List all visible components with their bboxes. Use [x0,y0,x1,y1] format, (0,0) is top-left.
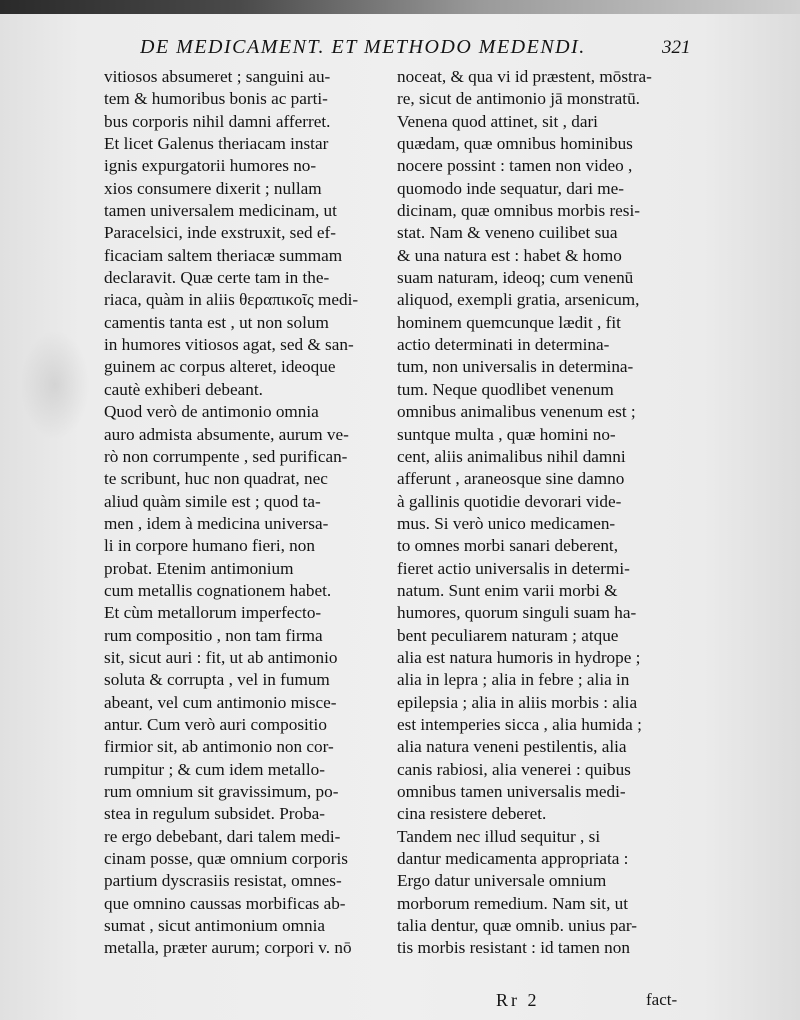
text-line: actio determinati in determina- [397,335,610,355]
text-line: Paracelsici, inde exstruxit, sed ef- [104,223,336,243]
text-line: partium dyscrasiis resistat, omnes- [104,871,342,891]
text-line: cinam posse, quæ omnium corporis [104,849,348,869]
text-line: alia natura veneni pestilentis, alia [397,737,627,757]
text-line: est intemperies sicca , alia humida ; [397,714,642,734]
text-line: to omnes morbi sanari deberent, [397,536,618,556]
text-line: tum. Neque quodlibet venenum [397,379,614,399]
text-line: rum compositio , non tam firma [104,625,323,645]
right-text-column [397,66,702,960]
text-line: fieret actio universalis in determi- [397,558,630,578]
text-line: hominem quemcunque lædit , fit [397,312,621,332]
text-line: cina resistere deberet. [397,804,547,824]
text-line: guinem ac corpus alteret, ideoque [104,357,336,377]
text-line: dantur medicamenta appropriata : [397,849,629,869]
catchword: fact- [646,990,678,1009]
text-line: alia est natura humoris in hydrope ; [397,647,641,667]
text-line: bent peculiarem naturam ; atque [397,625,619,645]
text-line: morborum remedium. Nam sit, ut [397,893,629,913]
text-line: men , idem à medicina universa- [104,513,329,533]
text-line: suntque multa , quæ homini no- [397,424,616,444]
text-line: soluta & corrupta , vel in fumum [104,670,330,690]
text-line: sit, sicut auri : fit, ut ab antimonio [104,647,338,667]
text-line: auro admista absumente, aurum ve- [104,424,349,444]
text-line: que omnino caussas morbificas ab- [104,893,346,913]
text-line: stat. Nam & veneno cuilibet sua [397,223,618,243]
text-line: ignis expurgatorii humores no- [104,156,317,176]
text-line: natum. Sunt enim varii morbi & [397,580,618,600]
text-line: Tandem nec illud sequitur , si [397,826,601,846]
text-line: canis rabiosi, alia venerei : quibus [397,759,631,779]
text-line: cautè exhiberi debeant. [104,379,263,399]
text-line: tum, non universalis in determina- [397,357,634,377]
text-line: rum omnium sit gravissimum, po- [104,782,339,801]
text-line: aliud quàm simile est ; quod ta- [104,491,321,511]
text-line: bus corporis nihil damni afferret. [104,111,331,131]
text-line: re, sicut de antimonio jā monstratū. [397,89,640,109]
text-line: camentis tanta est , ut non solum [104,312,329,332]
text-line: li in corpore humano fieri, non [104,536,315,556]
text-line: noceat, & qua vi id præstent, mōstra- [397,67,652,86]
left-text-column [104,66,409,960]
text-line: declaravit. Quæ certe tam in the- [104,268,330,288]
text-line: ficaciam saltem theriacæ summam [104,245,343,265]
text-line: Et licet Galenus theriacam instar [104,134,329,154]
text-line: talia dentur, quæ omnib. unius par- [397,916,638,936]
text-line: riaca, quàm in aliis θεραπικοῖς medi- [104,290,359,310]
text-line: à gallinis quotidie devorari vide- [397,491,622,511]
text-line: omnibus tamen universalis medi- [397,782,626,801]
text-line: sumat , sicut antimonium omnia [104,916,326,936]
text-line: re ergo debebant, dari talem medi- [104,826,341,846]
text-line: & una natura est : habet & homo [397,245,622,265]
text-line: Et cùm metallorum imperfecto- [104,603,322,623]
signature-mark: Rr 2 [496,990,540,1010]
text-line: probat. Etenim antimonium [104,558,294,578]
text-line: cum metallis cognationem habet. [104,580,332,600]
page-number: 321 [662,37,691,58]
text-line: tis morbis resistant : id tamen non [397,938,630,958]
text-line: tem & humoribus bonis ac parti- [104,89,328,109]
text-line: quomodo inde sequatur, dari me- [397,178,624,198]
text-line: Quod verò de antimonio omnia [104,402,319,422]
running-title: DE MEDICAMENT. ET METHODO MEDENDI. [140,36,586,58]
text-line: vitiosos absumeret ; sanguini au- [104,67,331,86]
text-line: suam naturam, ideoq; cum venenū [397,268,634,288]
text-line: cent, aliis animalibus nihil damni [397,446,626,466]
text-line: firmior sit, ab antimonio non cor- [104,737,334,757]
text-line: epilepsia ; alia in aliis morbis : alia [397,692,638,712]
text-line: in humores vitiosos agat, sed & san- [104,335,354,355]
text-line: xios consumere dixerit ; nullam [104,178,322,198]
text-line: tamen universalem medicinam, ut [104,201,337,221]
text-line: mus. Si verò unico medicamen- [397,513,616,533]
text-line: alia in lepra ; alia in febre ; alia in [397,670,630,690]
text-line: Venena quod attinet, sit , dari [397,111,598,131]
text-line: quædam, quæ omnibus hominibus [397,134,633,154]
text-line: aliquod, exempli gratia, arsenicum, [397,290,640,310]
text-line: dicinam, quæ omnibus morbis resi- [397,201,640,221]
ink-bleed-mark [20,330,90,440]
text-line: te scribunt, huc non quadrat, nec [104,469,328,489]
text-line: omnibus animalibus venenum est ; [397,402,636,422]
text-line: metalla, præter aurum; corpori v. nō [104,938,352,958]
text-line: antur. Cum verò auri compositio [104,714,327,734]
text-line: abeant, vel cum antimonio misce- [104,692,337,712]
text-line: stea in regulum subsidet. Proba- [104,804,326,824]
text-line: Ergo datur universale omnium [397,871,607,891]
text-line: afferunt , araneosque sine damno [397,469,625,489]
text-line: nocere possint : tamen non video , [397,156,633,176]
scan-edge [0,0,800,14]
text-line: rumpitur ; & cum idem metallo- [104,759,326,779]
text-line: humores, quorum singuli suam ha- [397,603,637,623]
text-line: rò non corrumpente , sed purifican- [104,446,348,466]
